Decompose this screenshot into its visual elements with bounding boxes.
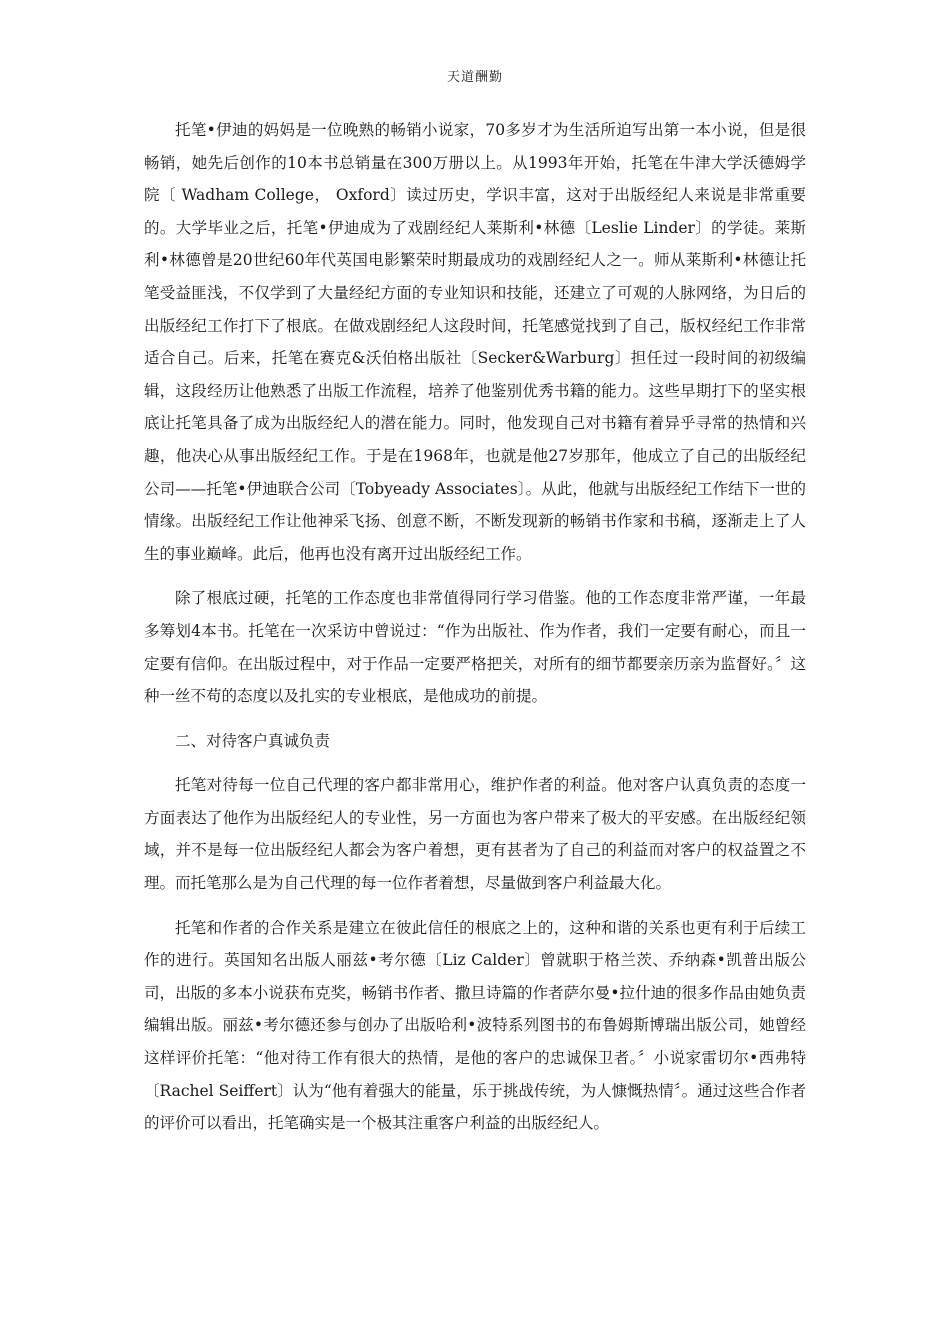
document-body [144,114,806,1152]
paragraph: 托笔和作者的合作关系是建立在彼此信任的根底之上的，这种和谐的关系也更有利于后续工作的进行。英国知名出版人丽兹•考尔德〔Liz Calder〕曾就职于格兰茨、乔纳森•凯普出版公司，出版的多本小说获布克奖，畅销书作者、撒旦诗篇的作者萨尔曼•拉什迪的很多作品由她负责编辑出版。丽兹•考尔德还参与创办了出版哈利•波特系列图书的布鲁姆斯博瑞出版公司，她曾经这样评价托笔：“他对待工作有很大的热情，是他的客户的忠诚保卫者。〞小说家雷切尔•西弗特〔Rachel Seiffert〕认为“他有着强大的能量，乐于挑战传统，为人慷慨热情〞。通过这些合作者的评价可以看出，托笔确实是一个极其注重客户利益的出版经纪人。 [144,918,806,1133]
section-heading: 二、对待客户真诚负责 [175,731,331,750]
page-header: 天道酬勤 [446,70,503,85]
paragraph: 托笔•伊迪的妈妈是一位晚熟的畅销小说家，70多岁才为生活所迫写出第一本小说，但是很畅销，她先后创作的10本书总销量在300万册以上。从1993年开始，托笔在牛津大学沃德姆学院〔 Wadham College， Oxford〕读过历史，学识丰富，这对于出版经纪人来说是非常重要的。大学毕业之后，托笔•伊迪成为了戏剧经纪人莱斯利•林德〔Leslie Linder〕的学徒。莱斯利•林德曾是20世纪60年代英国电影繁荣时期最成功的戏剧经纪人之一。师从莱斯利•林德让托笔受益匪浅，不仅学到了大量经纪方面的专业知识和技能，还建立了可观的人脉网络，为日后的出版经纪工作打下了根底。在做戏剧经纪人这段时间，托笔感觉找到了自己，版权经纪工作非常适合自己。后来，托笔在赛克&沃伯格出版社〔Secker&Warburg〕担任过一段时间的初级编辑，这段经历让他熟悉了出版工作流程，培养了他鉴别优秀书籍的能力。这些早期打下的坚实根底让托笔具备了成为出版经纪人的潜在能力。同时，他发现自己对书籍有着异乎寻常的热情和兴趣，他决心从事出版经纪工作。于是在1968年，也就是他27岁那年，他成立了自己的出版经纪公司——托笔•伊迪联合公司〔Tobyeady Associates〕。从此，他就与出版经纪工作结下一世的情缘。出版经纪工作让他神采飞扬、创意不断，不断发现新的畅销书作家和书稿，逐渐走上了人生的事业巅峰。此后，他再也没有离开过出版经纪工作。 [144,121,806,563]
paragraph: 托笔对待每一位自己代理的客户都非常用心，维护作者的利益。他对客户认真负责的态度一方面表达了他作为出版经纪人的专业性，另一方面也为客户带来了极大的平安感。在出版经纪领域，并不是每一位出版经纪人都会为客户着想，更有甚者为了自己的利益而对客户的权益置之不理。而托笔那么是为自己代理的每一位作者着想，尽量做到客户利益最大化。 [144,776,806,893]
paragraph: 除了根底过硬，托笔的工作态度也非常值得同行学习借鉴。他的工作态度非常严谨，一年最多筹划4本书。托笔在一次采访中曾说过：“作为出版社、作为作者，我们一定要有耐心，而且一定要有信仰。在出版过程中，对于作品一定要严格把关，对所有的细节都要亲历亲为监督好。〞这种一丝不苟的态度以及扎实的专业根底，是他成功的前提。 [144,589,806,706]
